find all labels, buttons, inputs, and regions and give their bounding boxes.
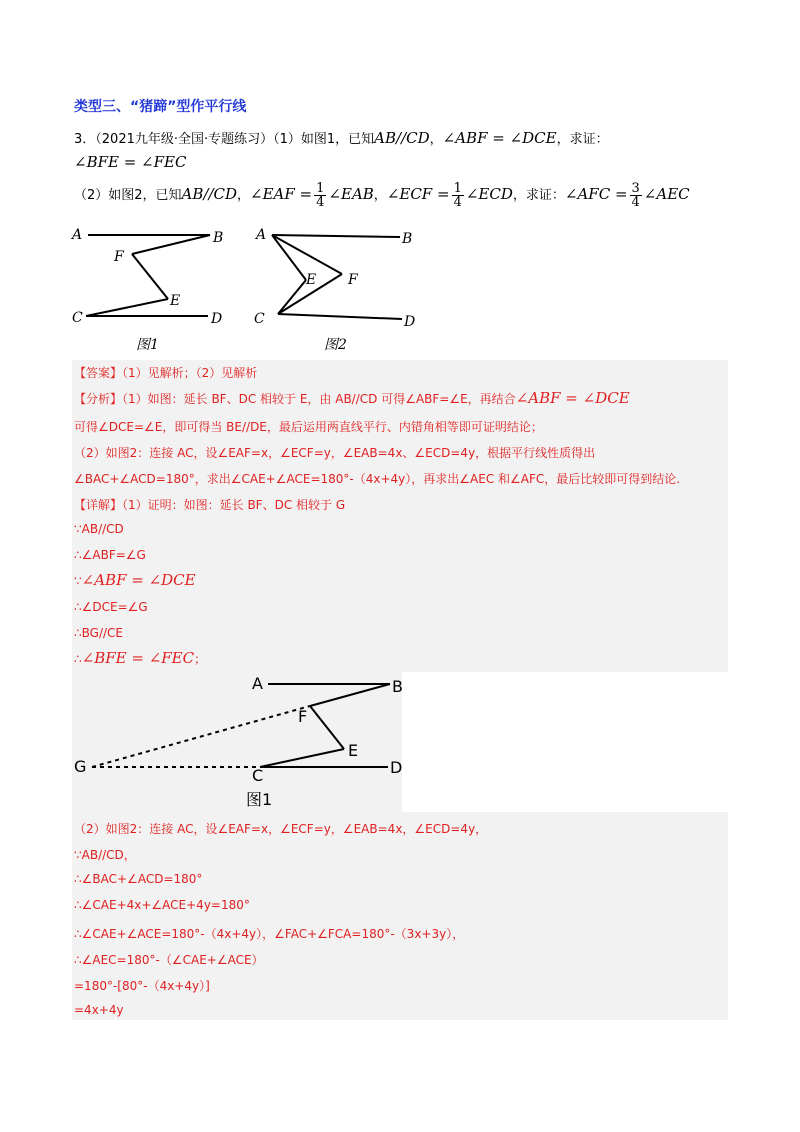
fraction-three-quarters: $\frac{3}{4}$ — [631, 181, 640, 210]
fraction-quarter: $\frac{1}{4}$ — [453, 181, 462, 210]
line-cd — [278, 314, 402, 319]
label-a: A — [252, 674, 263, 693]
line-fe — [310, 706, 344, 749]
label-d: D — [211, 311, 223, 327]
label-e: E — [170, 293, 181, 309]
label-d: D — [390, 758, 402, 777]
detail-line-5: ∴∠DCE=∠G — [74, 600, 148, 614]
line-gf-dashed — [92, 706, 310, 767]
fraction-quarter: $\frac{1}{4}$ — [316, 181, 325, 210]
comma: ， — [429, 132, 443, 147]
angle-ecf: ∠ECF = — [386, 185, 450, 203]
angle-afc: ∠AFC = — [564, 185, 628, 203]
part2-line-5: ∴∠CAE+∠ACE=180°-（4x+4y），∠FAC+∠FCA=180°-（3x+3y）， — [74, 927, 465, 941]
part2-line-7: =180°-[80°-（4x+4y）] — [74, 979, 210, 993]
line-ec — [260, 749, 344, 767]
line-ec — [278, 280, 306, 314]
detail-line-1: 【详解】（1）证明：如图：延长 BF、DC 相较于 G — [74, 498, 346, 512]
question-number: 3．（2021九年级·全国·专题练习）（1）如图1，已知 — [74, 132, 375, 147]
part2-ab-cd: AB//CD — [181, 185, 238, 203]
detail-line-2: ∵AB//CD — [74, 522, 124, 536]
label-d: D — [404, 314, 416, 330]
label-g: G — [74, 757, 87, 776]
question-line-2: ∠BFE = ∠FEC — [74, 153, 187, 171]
line-af — [272, 235, 342, 274]
prove-text: ，求证： — [556, 132, 609, 147]
line-bf — [310, 684, 390, 706]
label-f: F — [114, 249, 124, 265]
proof-figure — [72, 672, 402, 812]
part2-line-6: ∴∠AEC=180°-（∠CAE+∠ACE） — [74, 953, 264, 967]
comma: ， — [373, 188, 387, 203]
figure-1 — [70, 222, 240, 357]
angle-abf-eq-dce: ∠ABF = ∠DCE — [442, 129, 557, 147]
part2-line-2: ∵AB//CD， — [74, 848, 136, 862]
part2-line-3: ∴∠BAC+∠ACD=180° — [74, 872, 203, 886]
analysis-line-1: 【分析】（1）如图：延长 BF、DC 相较于 E，由 AB//CD 可得∠ABF=∠E，再结合∠ABF = ∠DCE — [74, 389, 630, 407]
label-c: C — [252, 766, 264, 785]
label-b: B — [402, 231, 413, 247]
label-f: F — [298, 707, 308, 726]
label-a: A — [72, 227, 83, 243]
proof-figure-caption: 图1 — [246, 790, 273, 809]
question-part-2 — [74, 182, 690, 209]
figure-1-caption: 图1 — [136, 337, 159, 353]
part2-line-4: ∴∠CAE+4x+∠ACE+4y=180° — [74, 898, 250, 912]
detail-line-7: ∴∠BFE = ∠FEC； — [74, 649, 207, 667]
label-b: B — [392, 677, 402, 696]
comma: ， — [237, 188, 251, 203]
analysis-line-2: 可得∠DCE=∠E，即可得当 BE//DE，最后运用两直线平行、内错角相等即可证明结论； — [74, 420, 543, 434]
angle-eab: ∠EAB — [328, 185, 374, 203]
ab-parallel-cd: AB//CD — [374, 129, 430, 147]
line-ae — [272, 235, 306, 280]
label-b: B — [213, 230, 224, 246]
line-ec — [86, 299, 168, 316]
section-title: 类型三、“猪蹄”型作平行线 — [74, 99, 247, 115]
answer-line-1: 【答案】（1）见解析；（2）见解析 — [74, 366, 258, 380]
label-e: E — [348, 741, 359, 760]
analysis-line-4: ∠BAC+∠ACD=180°，求出∠CAE+∠ACE=180°-（4x+4y），再求出∠AEC 和∠AFC，最后比较即可得到结论. — [74, 472, 681, 486]
label-a: A — [256, 227, 267, 243]
detail-line-3: ∴∠ABF=∠G — [74, 548, 146, 562]
prove-text: ，求证： — [512, 188, 565, 203]
figure-2-caption: 图2 — [324, 337, 347, 353]
analysis-line-3: （2）如图2：连接 AC，设∠EAF=x，∠ECF=y，∠EAB=4x、∠ECD=4y，根据平行线性质得出 — [74, 446, 596, 460]
label-f: F — [348, 272, 358, 288]
part2-prefix: （2）如图2，已知 — [74, 188, 182, 203]
line-bf — [132, 235, 210, 254]
angle-ecd: ∠ECD — [465, 185, 513, 203]
line-ab — [272, 235, 400, 237]
label-c: C — [72, 310, 83, 326]
detail-line-4: ∵∠ABF = ∠DCE — [74, 571, 196, 589]
line-fe — [132, 254, 168, 299]
part2-line-8: =4x+4y — [74, 1003, 124, 1017]
detail-line-6: ∴BG//CE — [74, 626, 124, 640]
label-e: E — [306, 272, 317, 288]
label-c: C — [254, 311, 265, 327]
figure-2 — [250, 222, 430, 357]
angle-aec: ∠AEC — [643, 185, 690, 203]
question-line-1 — [74, 128, 609, 147]
angle-eaf: ∠EAF = — [250, 185, 313, 203]
part2-line-1: （2）如图2：连接 AC，设∠EAF=x，∠ECF=y，∠EAB=4x，∠ECD=4y， — [74, 822, 488, 836]
